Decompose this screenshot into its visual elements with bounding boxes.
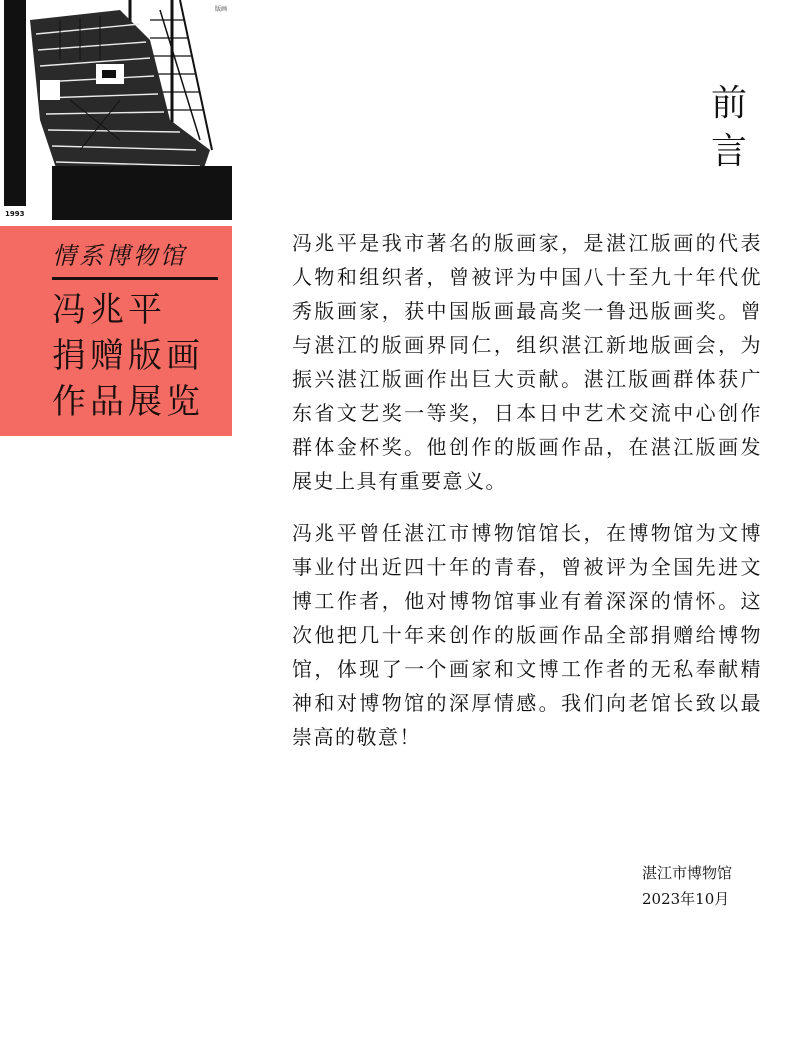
paragraph-1: 冯兆平是我市著名的版画家，是湛江版画的代表人物和组织者，曾被评为中国八十至九十年代优秀版画家，获中国版画最高奖一鲁迅版画奖。曾与湛江的版画界同仁，组织湛江新地版画会，为振兴湛江版画作出巨大贡献。湛江版画群体获广东省文艺奖一等奖，日本日中艺术交流中心创作群体金杯奖。他创作的版画作品，在湛江版画发展史上具有重要意义。 <box>292 231 762 493</box>
signature-date: 2023年10月 <box>642 890 730 908</box>
paragraph-2: 冯兆平曾任湛江市博物馆馆长，在博物馆为文博事业付出近四十年的青春，曾被评为全国先进文博工作者，他对博物馆事业有着深深的情怀。这次他把几十年来创作的版画作品全部捐赠给博物馆，体现了一个画家和文博工作者的无私奉献精神和对博物馆的深厚情感。我们向老馆长致以最崇高的敬意！ <box>292 521 762 749</box>
title-divider <box>52 277 218 280</box>
woodcut-print-image <box>0 0 232 226</box>
artist-seal: 版画 <box>215 6 228 13</box>
print-year-mark: 1993 <box>5 210 25 218</box>
signature-org: 湛江市博物馆 <box>642 864 733 882</box>
foreword-heading <box>704 80 754 176</box>
exhibition-title-line-3: 作品展览 <box>52 382 204 422</box>
foreword-body <box>292 226 762 772</box>
exhibition-title-panel <box>0 226 232 436</box>
signature-block <box>642 860 782 912</box>
ship-woodcut-illustration <box>0 0 232 226</box>
heading-char-1: 前 <box>710 83 747 124</box>
exhibition-title-line-2: 捐赠版画 <box>52 336 204 376</box>
exhibition-title-line-1: 冯兆平 <box>52 290 166 330</box>
heading-char-2: 言 <box>710 131 747 172</box>
exhibition-title <box>52 287 232 425</box>
series-name: 情系博物馆 <box>52 242 187 270</box>
